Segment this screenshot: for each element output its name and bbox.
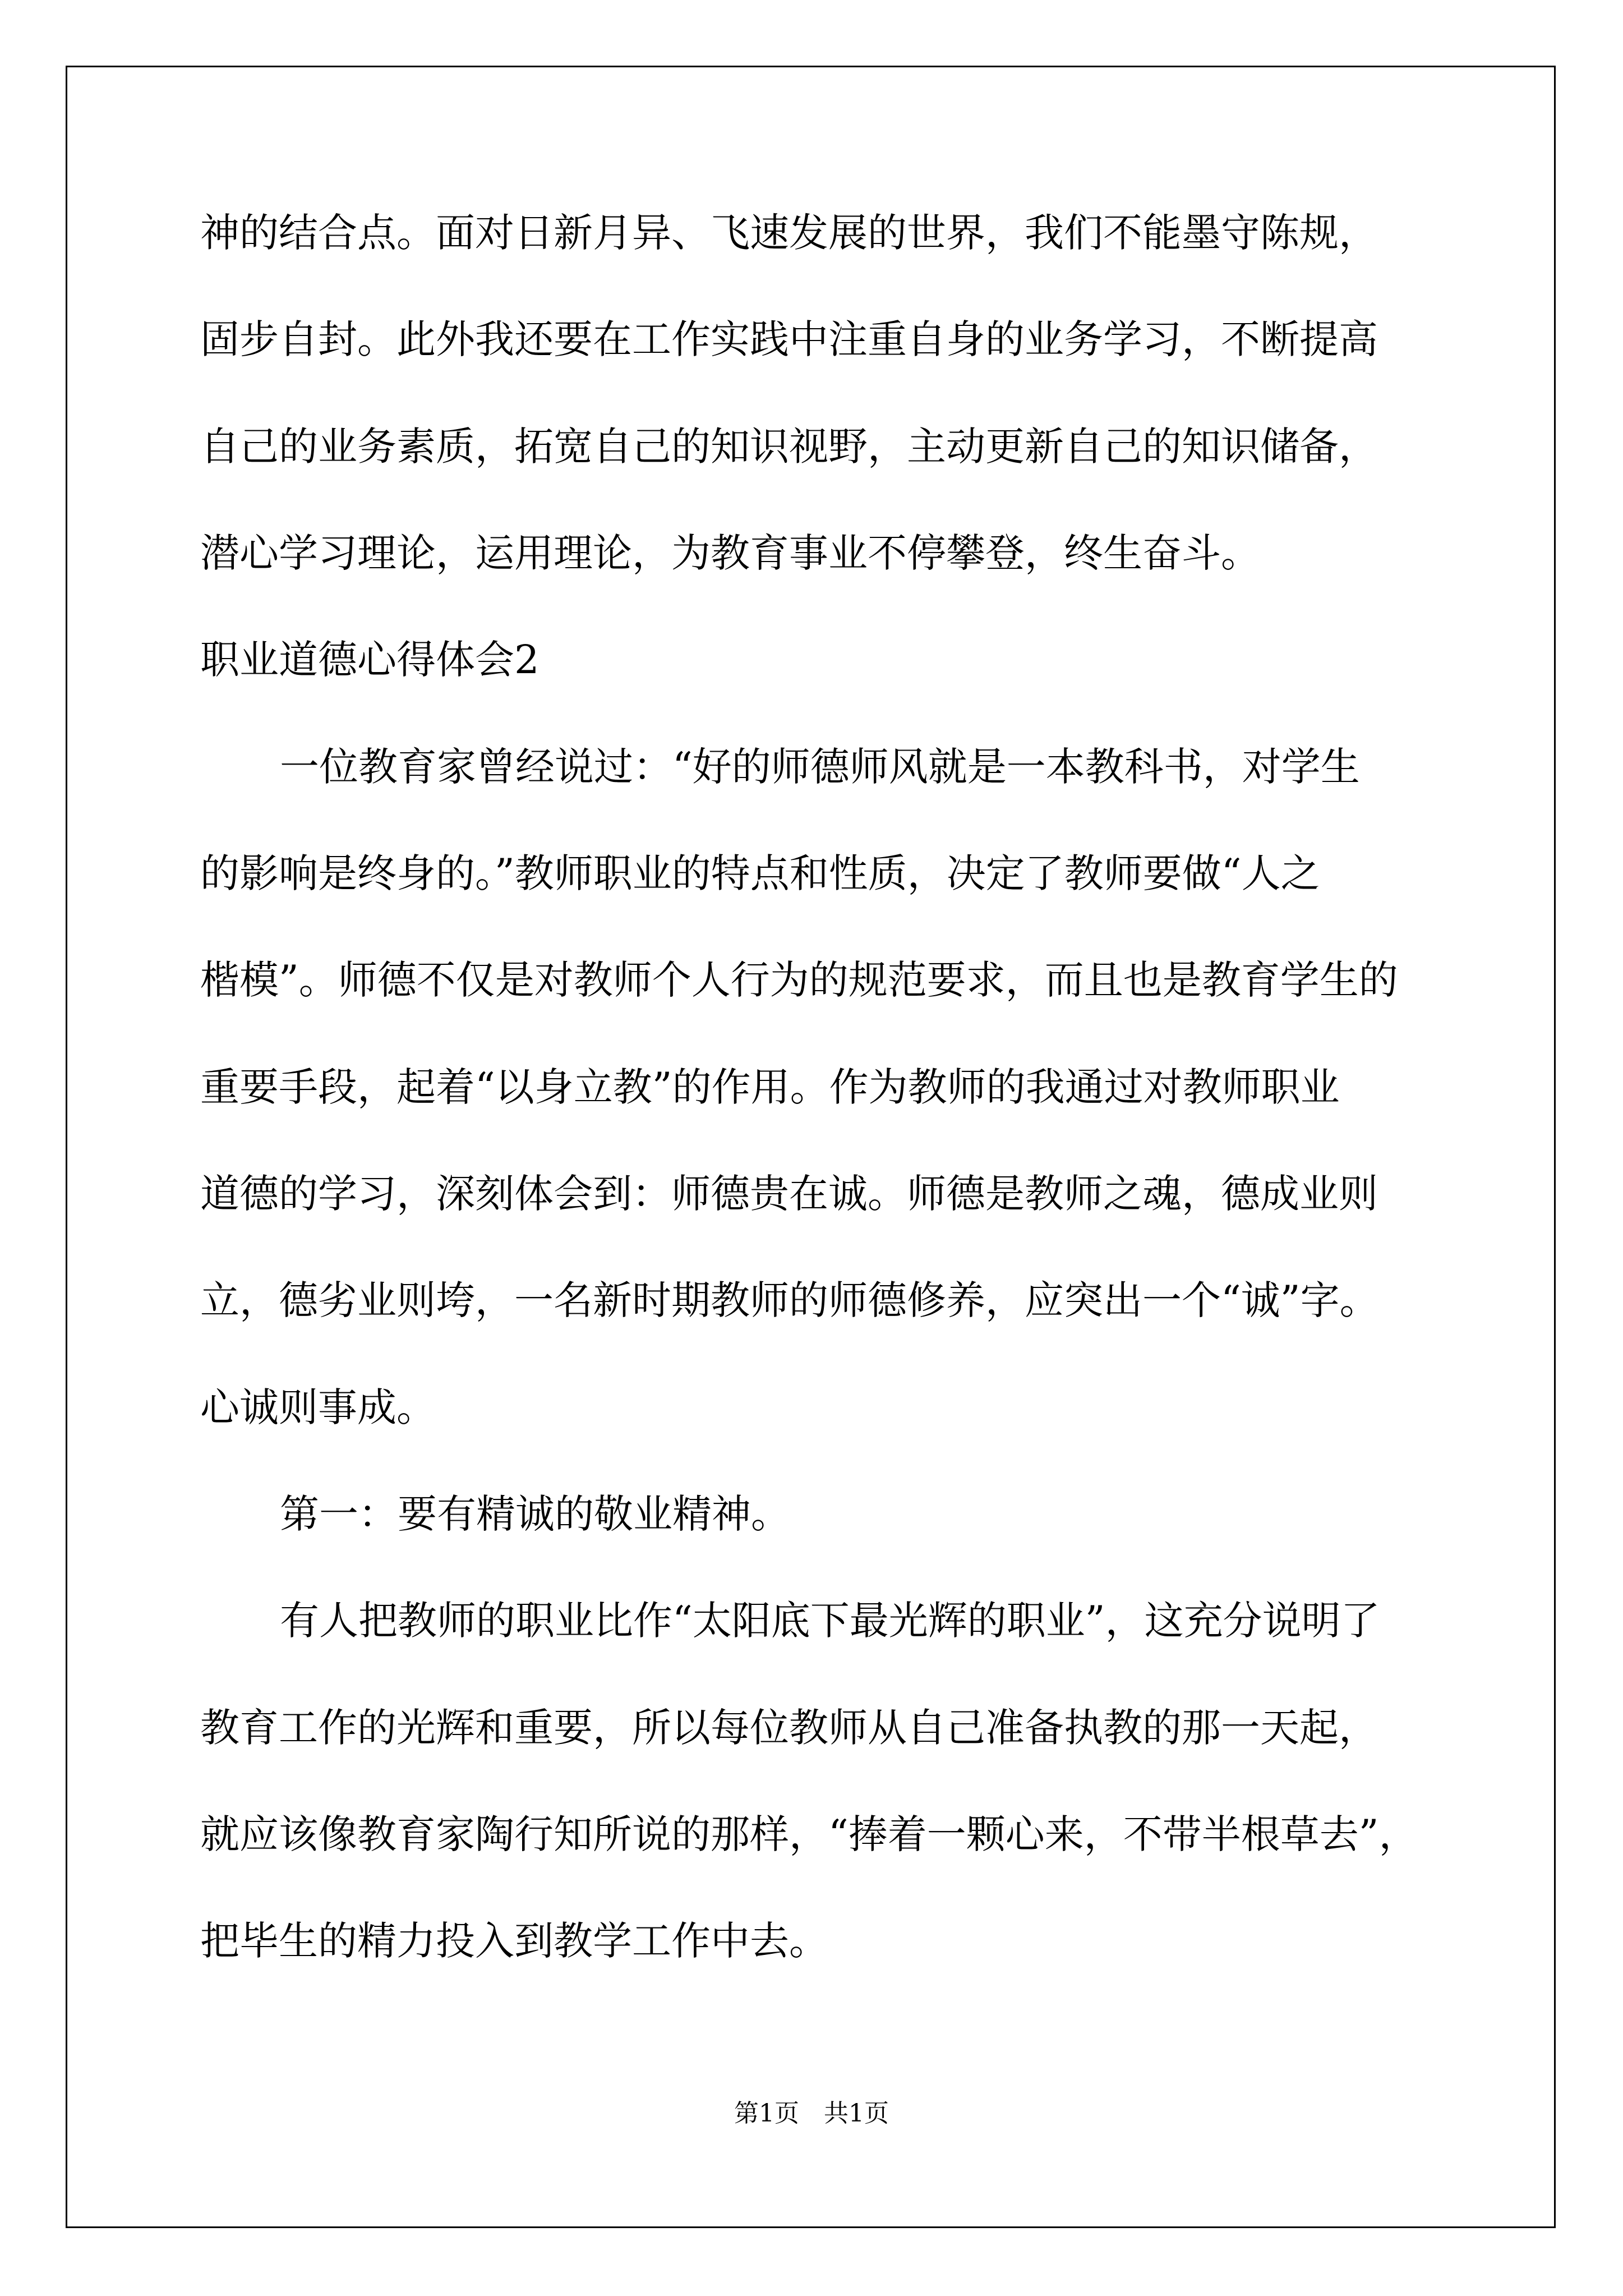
page-border <box>66 66 1556 2228</box>
text-line: 自己的业务素质，拓宽自己的知识视野，主动更新自己的知识储备， <box>200 424 1378 470</box>
text-line: 教育工作的光辉和重要，所以每位教师从自己准备执教的那一天起， <box>200 1705 1378 1751</box>
text-line: 重要手段，起着“以身立教”的作用。作为教师的我通过对教师职业 <box>200 1064 1340 1110</box>
text-line: 楷模”。师德不仅是对教师个人行为的规范要求，而且也是教育学生的 <box>200 957 1398 1003</box>
text-line: 有人把教师的职业比作“太阳底下最光辉的职业”，这充分说明了 <box>280 1598 1380 1644</box>
text-line: 第一：要有精诚的敬业精神。 <box>280 1491 790 1537</box>
text-line: 固步自封。此外我还要在工作实践中注重自身的业务学习，不断提高 <box>200 316 1378 362</box>
text-line: 道德的学习，深刻体会到：师德贵在诚。师德是教师之魂，德成业则 <box>200 1171 1378 1217</box>
text-line: 心诚则事成。 <box>200 1384 436 1430</box>
text-line: 就应该像教育家陶行知所说的那样，“捧着一颗心来，不带半根草去”， <box>200 1811 1418 1857</box>
text-line: 的影响是终身的。”教师职业的特点和性质，决定了教师要做“人之 <box>200 850 1320 896</box>
section-heading: 职业道德心得体会2 <box>200 637 540 683</box>
text-line: 把毕生的精力投入到教学工作中去。 <box>200 1918 828 1964</box>
text-line: 立，德劣业则垮，一名新时期教师的师德修养，应突出一个“诚”字。 <box>200 1277 1379 1323</box>
page-footer <box>0 2097 1623 2131</box>
text-line: 一位教育家曾经说过：“好的师德师风就是一本教科书，对学生 <box>280 744 1360 790</box>
text-line: 潜心学习理论，运用理论，为教育事业不停攀登，终生奋斗。 <box>200 530 1260 576</box>
text-line: 神的结合点。面对日新月异、飞速发展的世界，我们不能墨守陈规， <box>200 210 1378 256</box>
page-number: 第1页 共1页 <box>734 2099 889 2128</box>
